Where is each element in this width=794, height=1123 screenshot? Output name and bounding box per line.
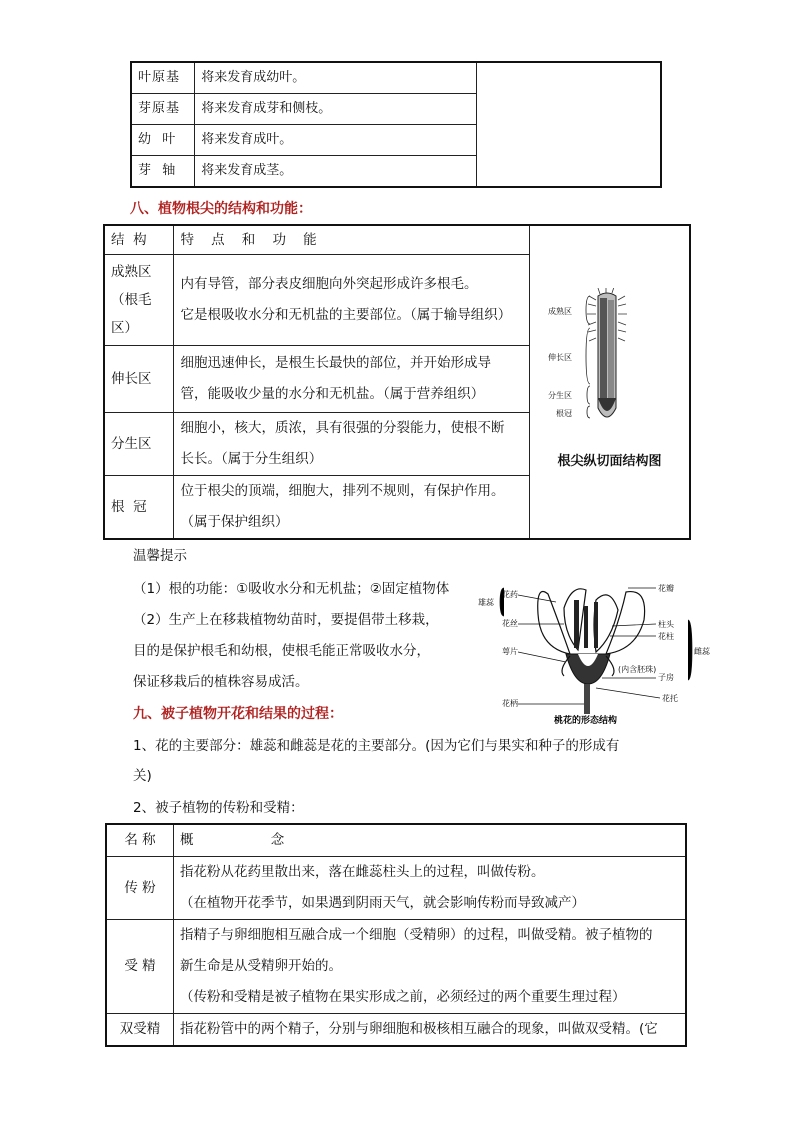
desc-line: 长长。（属于分生组织） <box>180 451 323 467</box>
pollination-table <box>105 823 687 1047</box>
blank-cell <box>477 62 661 187</box>
label-ovule: (内含胚珠) <box>618 665 657 674</box>
petals <box>538 589 645 654</box>
tips-title: 温馨提示 <box>133 548 187 564</box>
term-cell: 幼 叶 <box>131 125 195 156</box>
term-cell: 双受精 <box>106 1014 174 1047</box>
term-cell: 芽原基 <box>131 94 195 125</box>
tips-p2a: （2）生产上在移栽植物幼苗时，要提倡带土移栽， <box>133 612 439 628</box>
tips-p2b: 目的是保护根毛和幼根，使根毛能正常吸收水分， <box>133 643 430 659</box>
label-stigma: 柱头 <box>658 620 674 629</box>
label-sepal: 萼片 <box>502 647 518 656</box>
label-pistil: 雌蕊 <box>694 647 710 656</box>
desc-line: （传粉和受精是被子植物在果实形成之前，必须经过的两个重要生理过程） <box>180 989 626 1005</box>
term-cell: 受 精 <box>106 920 174 1014</box>
desc-cell <box>174 476 529 540</box>
term-cell: 成熟区 （根毛 区） <box>104 255 174 346</box>
term-cell: 伸长区 <box>104 346 174 413</box>
peach-flower-diagram <box>478 580 710 728</box>
root-tip-table <box>103 224 691 540</box>
desc-line: 管，能吸收少量的水分和无机盐。（属于营养组织） <box>180 386 485 402</box>
root-tip-figure-cell <box>529 225 690 539</box>
section9-p1b: 关) <box>133 768 152 784</box>
term-cell: 芽 轴 <box>131 156 195 188</box>
desc-cell: 将来发育成芽和侧枝。 <box>195 94 477 125</box>
desc-cell <box>174 857 687 920</box>
desc-cell <box>174 346 529 413</box>
table-row <box>106 920 686 1014</box>
tips-p2c: 保证移栽后的植株容易成活。 <box>133 674 309 690</box>
bud-structure-table <box>130 61 662 188</box>
root-tip-diagram <box>534 288 684 428</box>
section8-heading: 八、植物根尖的结构和功能： <box>130 201 312 217</box>
desc-cell: 将来发育成叶。 <box>195 125 477 156</box>
desc-line: 内有导管，部分表皮细胞向外突起形成许多根毛。 <box>180 276 478 292</box>
label-style: 花柱 <box>658 632 674 641</box>
section9-p2: 2、被子植物的传粉和受精： <box>133 800 304 816</box>
label-ovary: 子房 <box>658 673 674 682</box>
desc-line: 新生命是从受精卵开始的。 <box>180 958 342 974</box>
root-figure-caption: 根尖纵切面结构图 <box>557 453 662 469</box>
label-stamen: 雄蕊 <box>478 598 494 607</box>
desc-line: （在植物开花季节，如果遇到阴雨天气，就会影响传粉而导致减产） <box>180 895 585 911</box>
label-receptacle: 花托 <box>662 694 678 703</box>
header-concept: 概 念 <box>174 824 687 857</box>
desc-line: （属于保护组织） <box>180 514 289 530</box>
flower-caption: 桃花的形态结构 <box>554 716 618 726</box>
desc-cell <box>174 920 687 1014</box>
label-anther: 花药 <box>502 590 518 599</box>
desc-line: 细胞迅速伸长，是根生长最快的部位，并开始形成导 <box>180 355 491 371</box>
term-cell: 叶原基 <box>131 62 195 94</box>
header-structure: 结 构 <box>104 225 174 255</box>
desc-line: 细胞小，核大，质浓，具有很强的分裂能力，使根不断 <box>180 420 505 436</box>
desc-line: 指精子与卵细胞相互融合成一个细胞（受精卵）的过程，叫做受精。被子植物的 <box>180 927 653 943</box>
root-label-elongation: 伸长区 <box>548 352 573 362</box>
tips-p1: （1）根的功能：①吸收水分和无机盐；②固定植物体 <box>133 581 450 597</box>
header-feature: 特 点 和 功 能 <box>174 225 529 255</box>
root-label-mature: 成熟区 <box>548 306 573 316</box>
label-filament: 花丝 <box>502 619 518 628</box>
term-cell: 根 冠 <box>104 476 174 540</box>
desc-cell <box>174 413 529 476</box>
table-row <box>106 857 686 920</box>
root-label-cap: 根冠 <box>556 408 573 418</box>
desc-line: 指花粉从花药里散出来，落在雌蕊柱头上的过程，叫做传粉。 <box>180 864 545 880</box>
desc-line: 它是根吸收水分和无机盐的主要部位。（属于输导组织） <box>180 307 512 323</box>
desc-line: 指花粉管中的两个精子，分别与卵细胞和极核相互融合的现象，叫做双受精。(它 <box>180 1021 658 1037</box>
header-name: 名 称 <box>106 824 174 857</box>
desc-line: 位于根尖的顶端，细胞大，排列不规则，有保护作用。 <box>180 483 505 499</box>
table-row <box>131 62 661 94</box>
term-cell: 分生区 <box>104 413 174 476</box>
label-stalk: 花柄 <box>502 699 518 708</box>
desc-cell <box>174 1014 687 1047</box>
desc-cell: 将来发育成茎。 <box>195 156 477 188</box>
label-petal: 花瓣 <box>658 584 674 593</box>
section9-p1a: 1、花的主要部分：雄蕊和雌蕊是花的主要部分。(因为它们与果实和种子的形成有 <box>133 738 620 754</box>
section9-heading: 九、被子植物开花和结果的过程： <box>133 706 343 722</box>
desc-cell: 将来发育成幼叶。 <box>195 62 477 94</box>
desc-cell <box>174 255 529 346</box>
table-row <box>106 1014 686 1047</box>
root-label-meristem: 分生区 <box>548 390 573 400</box>
table-header-row <box>104 225 690 255</box>
term-cell: 传 粉 <box>106 857 174 920</box>
table-header-row <box>106 824 686 857</box>
